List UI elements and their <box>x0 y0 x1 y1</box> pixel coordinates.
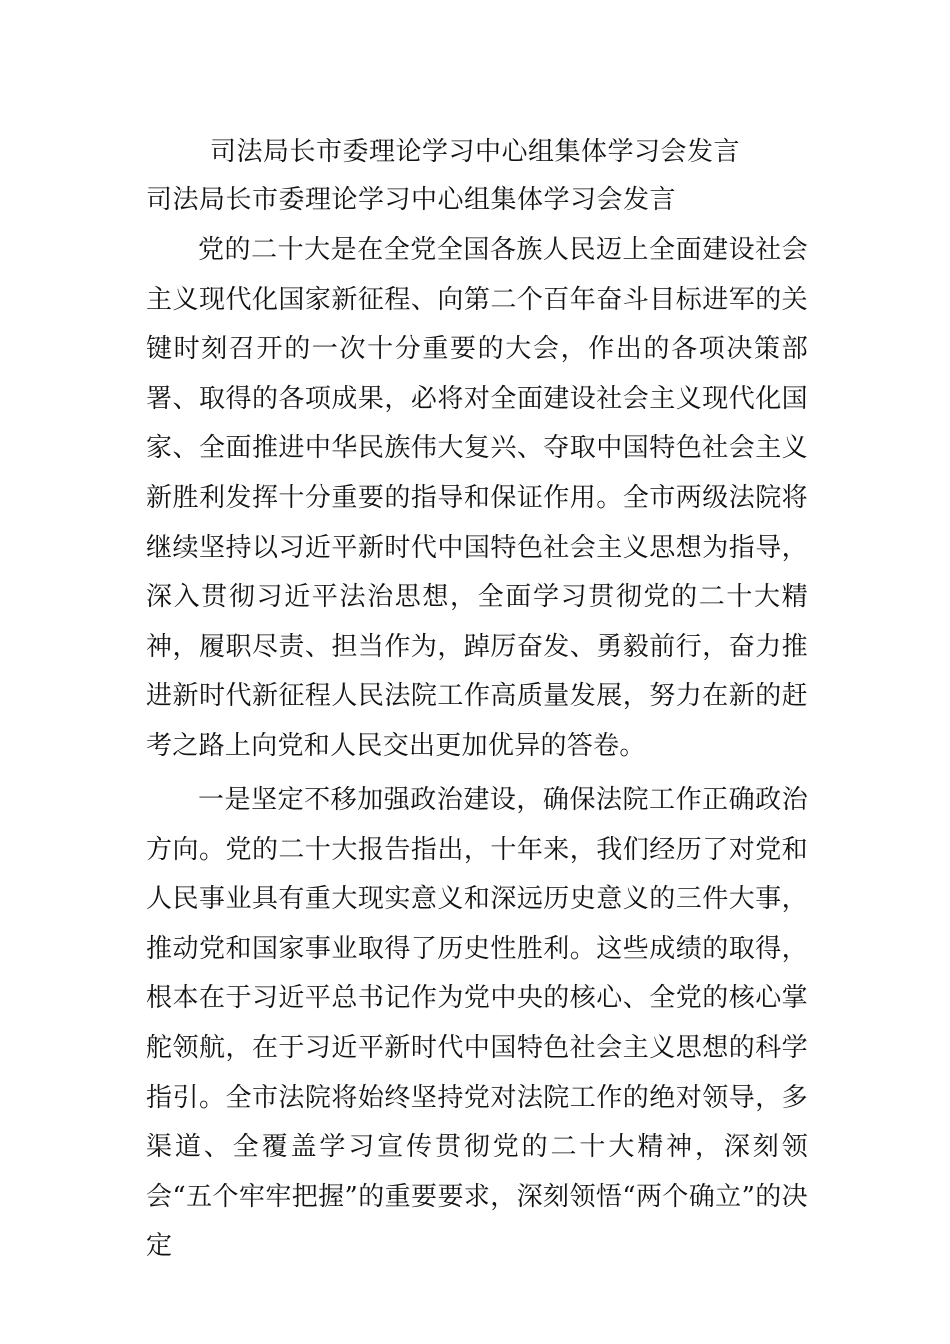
document-title: 司法局长市委理论学习中心组集体学习会发言 <box>209 137 740 167</box>
paragraph-point-one: 一是坚定不移加强政治建设，确保法院工作正确政治方向。党的二十大报告指出，十年来，我们经历了对党和人民事业具有重大现实意义和深远历史意义的三件大事，推动党和国家事业取得了历史性胜利。这些成绩的取得，根本在于习近平总书记作为党中央的核心、全党的核心掌舵领航，在于习近平新时代中国特色社会主义思想的科学指引。全市法院将始终坚持党对法院工作的绝对领导，多渠道、全覆盖学习宣传贯彻党的二十大精神，深刻领会“五个牢牢把握”的重要要求，深刻领悟“两个确立”的决定 <box>146 785 808 1262</box>
paragraph-intro: 党的二十大是在全党全国各族人民迈上全面建设社会主义现代化国家新征程、向第二个百年奋斗目标进军的关键时刻召开的一次十分重要的大会，作出的各项决策部署、取得的各项成果，必将对全面建设社会主义现代化国家、全面推进中华民族伟大复兴、夺取中国特色社会主义新胜利发挥十分重要的指导和保证作用。全市两级法院将继续坚持以习近平新时代中国特色社会主义思想为指导，深入贯彻习近平法治思想，全面学习贯彻党的二十大精神，履职尽责、担当作为，踔厉奋发、勇毅前行，奋力推进新时代新征程人民法院工作高质量发展，努力在新的赶考之路上向党和人民交出更加优异的答卷。 <box>146 235 808 761</box>
document-subtitle: 司法局长市委理论学习中心组集体学习会发言 <box>146 185 677 215</box>
